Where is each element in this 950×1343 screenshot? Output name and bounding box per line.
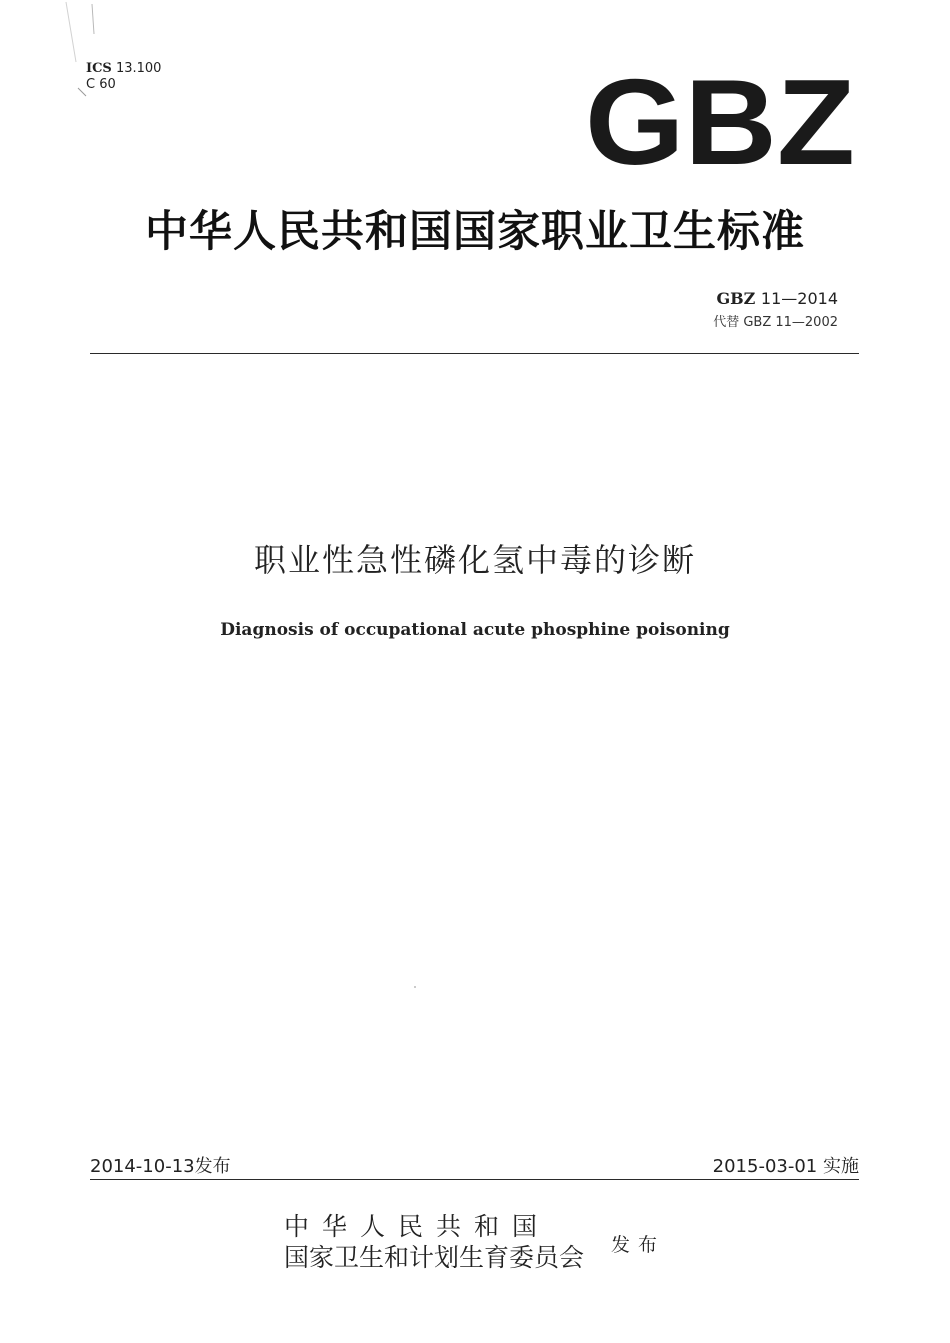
ics-value: 13.100 — [115, 61, 162, 76]
bottom-divider — [90, 1179, 859, 1180]
standard-title: 中华人民共和国国家职业卫生标准 — [145, 207, 805, 257]
standard-number-main — [716, 289, 838, 308]
issuer-nhfpc: 国家卫生和计划生育委员会 — [284, 1243, 585, 1272]
gbz-logo-text: GBZ — [585, 70, 855, 170]
top-divider — [90, 353, 859, 354]
effective-date: 2015-03-01 实施 — [712, 1156, 859, 1177]
issuer-prc: 中华人民共和国 — [284, 1212, 551, 1241]
issue-word: 发布 — [611, 1234, 666, 1256]
document-title-english: Diagnosis of occupational acute phosphine poisoning — [220, 620, 730, 640]
replaces-standard: 代替 GBZ 11—2002 — [713, 315, 838, 330]
issue-date: 2014-10-13发布 — [90, 1156, 231, 1177]
standard-prefix: GBZ — [716, 289, 756, 308]
standard-number — [716, 288, 838, 310]
scan-speck — [414, 986, 416, 988]
classification-codes — [86, 61, 161, 93]
document-title-chinese: 职业性急性磷化氢中毒的诊断 — [253, 541, 696, 579]
issuing-authorities — [284, 1211, 584, 1273]
gbz-logo — [583, 70, 857, 170]
ics-code — [86, 61, 161, 77]
standard-version: 11—2014 — [760, 289, 838, 308]
ics-label: ICS — [86, 61, 112, 76]
ccs-code: C 60 — [86, 77, 116, 92]
